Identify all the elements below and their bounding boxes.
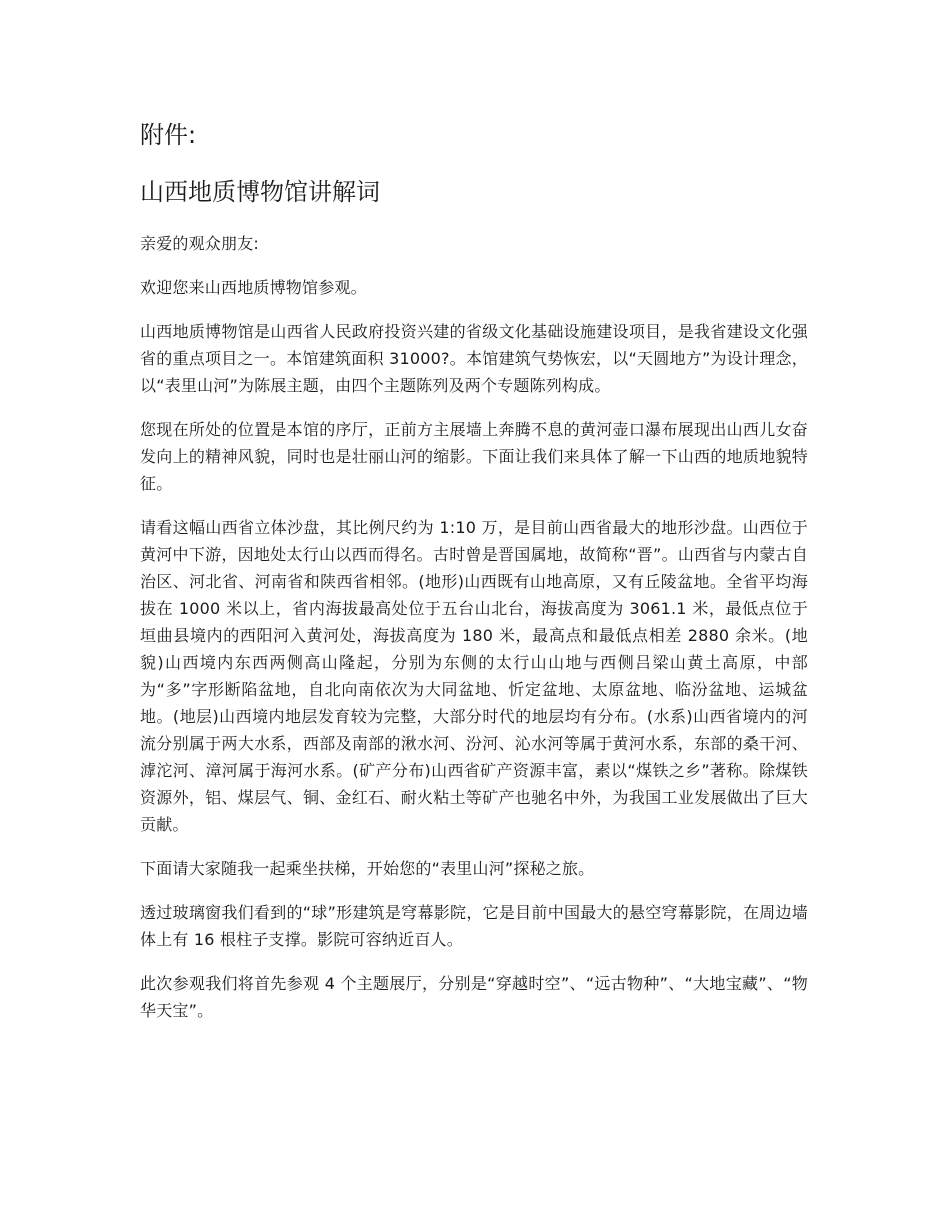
museum-intro-paragraph: 山西地质博物馆是山西省人民政府投资兴建的省级文化基础设施建设项目，是我省建设文化强省的重点项目之一。本馆建筑面积 31000?。本馆建筑气势恢宏，以“天圆地方”为设计理念，以“表里山河”为陈展主题，由四个主题陈列及两个专题陈列构成。 [140, 322, 808, 395]
sand-table-paragraph: 请看这幅山西省立体沙盘，其比例尺约为 1:10 万，是目前山西省最大的地形沙盘。山西位于黄河中下游，因地处太行山以西而得名。古时曾是晋国属地，故简称“晋”。山西省与内蒙古自治区、河北省、河南省和陕西省相邻。(地形)山西既有山地高原，又有丘陵盆地。全省平均海拔在 1000 米以上，省内海拔最高处位于五台山北台，海拔高度为 3061.1 米，最低点位于垣曲县境内的西阳河入黄河处，海拔高度为 180 米，最高点和最低点相差 2880 余米。(地貌)山西境内东西两侧高山隆起，分别为东侧的太行山山地与西侧吕梁山黄土高原，中部为“多”字形断陷盆地，自北向南依次为大同盆地、忻定盆地、太原盆地、临汾盆地、运城盆地。(地层)山西境内地层发育较为完整，大部分时代的地层均有分布。(水系)山西省境内的河流分别属于两大水系，西部及南部的湫水河、汾河、沁水河等属于黄河水系，东部的桑干河、滹沱河、漳河属于海河水系。(矿产分布)山西省矿产资源丰富，素以“煤铁之乡”著称。除煤铁资源外，铝、煤层气、铜、金红石、耐火粘土等矿产也驰名中外，为我国工业发展做出了巨大贡献。 [140, 518, 808, 834]
dome-cinema-paragraph: 透过玻璃窗我们看到的“球”形建筑是穹幕影院，它是目前中国最大的悬空穹幕影院，在周边墙体上有 16 根柱子支撑。影院可容纳近百人。 [140, 903, 808, 949]
foyer-paragraph: 您现在所处的位置是本馆的序厅，正前方主展墙上奔腾不息的黄河壶口瀑布展现出山西儿女奋发向上的精神风貌，同时也是壮丽山河的缩影。下面让我们来具体了解一下山西的地质地貌特征。 [140, 420, 808, 493]
exhibition-halls-paragraph: 此次参观我们将首先参观 4 个主题展厅，分别是“穿越时空”、“远古物种”、“大地宝藏”、“物华天宝”。 [140, 974, 808, 1020]
attachment-label: 附件: [140, 121, 197, 149]
welcome-paragraph: 欢迎您来山西地质博物馆参观。 [140, 278, 367, 297]
document-title: 山西地质博物馆讲解词 [140, 178, 380, 206]
document-page [140, 118, 808, 1041]
greeting-paragraph: 亲爱的观众朋友: [140, 234, 259, 253]
escalator-paragraph: 下面请大家随我一起乘坐扶梯，开始您的“表里山河”探秘之旅。 [140, 859, 595, 878]
